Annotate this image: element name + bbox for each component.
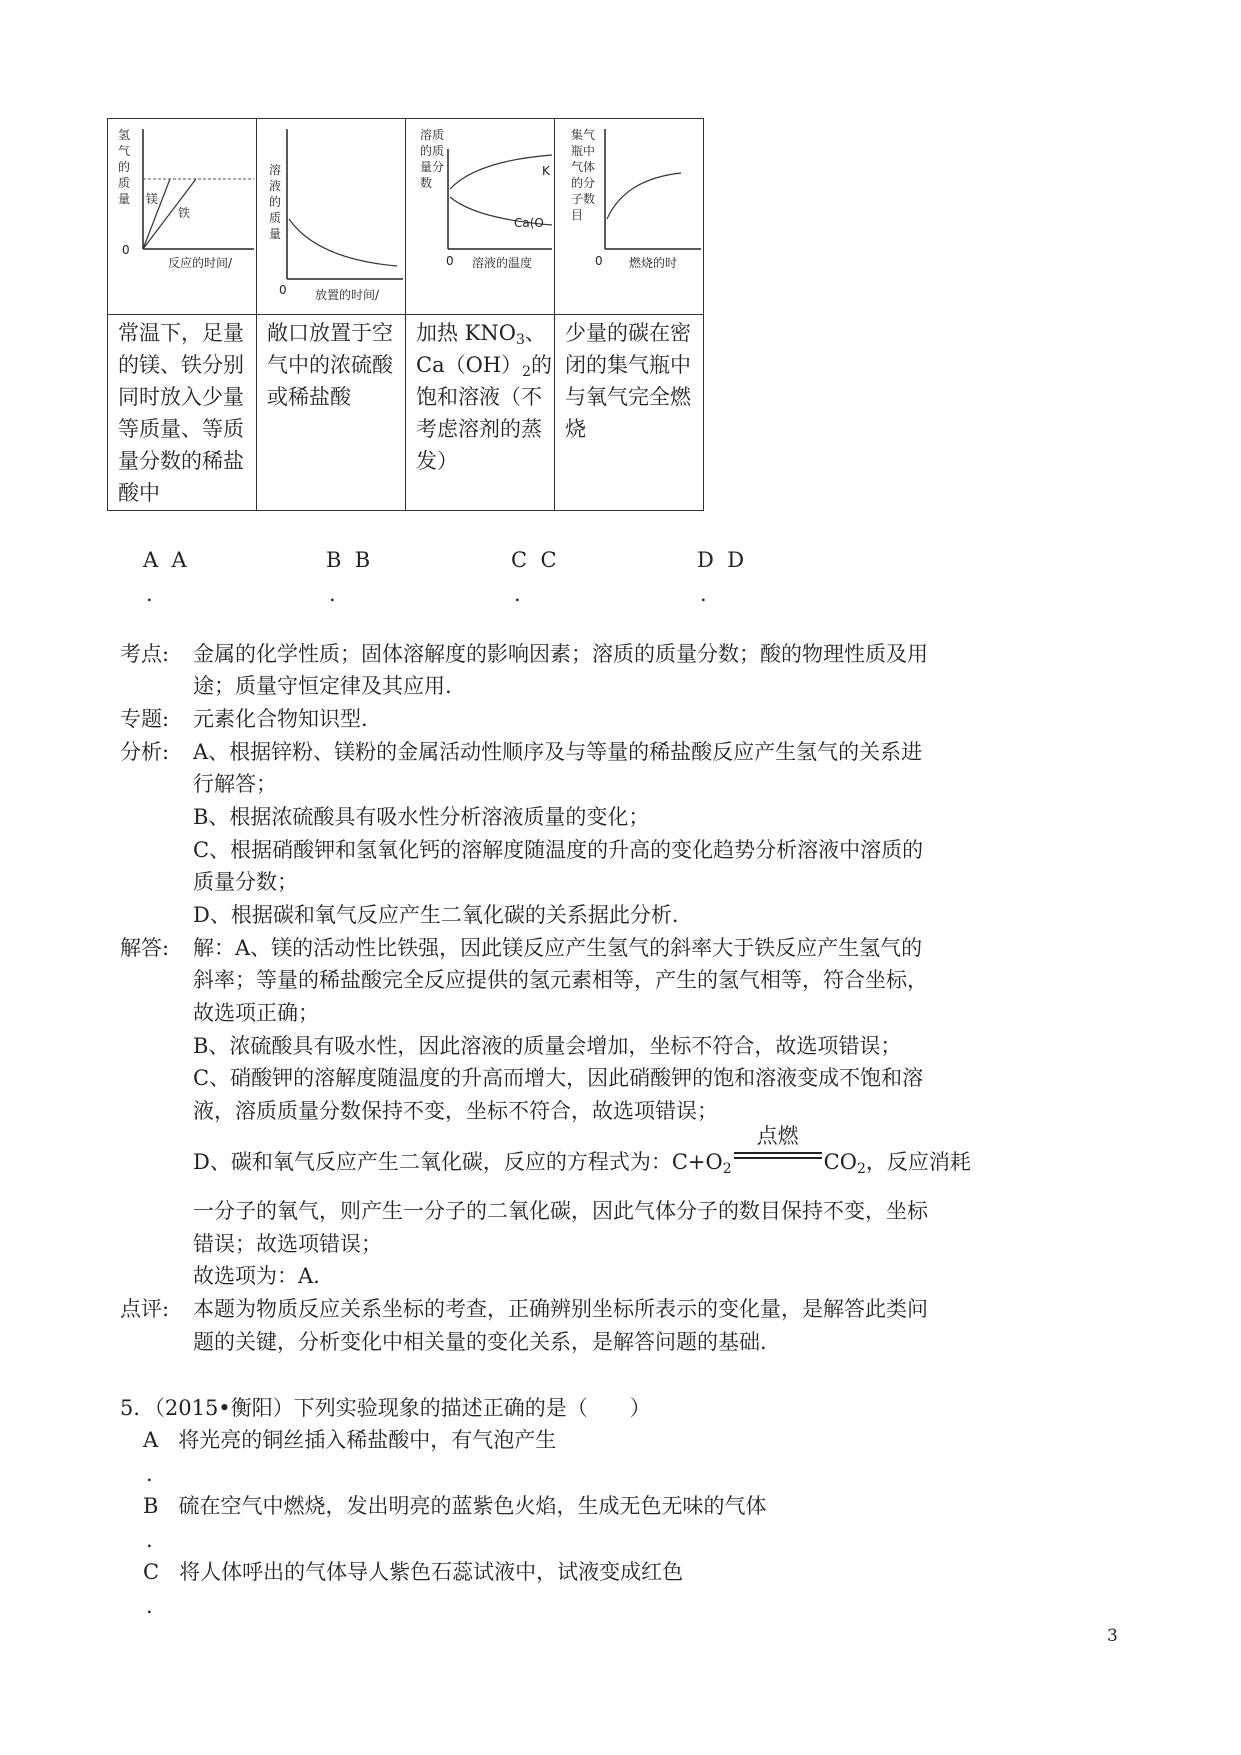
jieda-line-6: 液，溶质质量分数保持不变，坐标不符合，故选项错误；: [193, 1099, 718, 1123]
eq-post: ，反应消耗: [865, 1150, 971, 1174]
graph-d-origin: 0: [595, 254, 603, 268]
jieda-after-line-3: 故选项为：A.: [193, 1264, 320, 1288]
zhuanti-line-1: 元素化合物知识型.: [193, 707, 368, 731]
q5-option-b-dot: .: [146, 1528, 153, 1552]
desc-c: [406, 315, 555, 511]
eq-pre: D、碳和氧气反应产生二氧化碳，反应的方程式为：C+O: [193, 1150, 723, 1174]
jieda-line-3: 故选项正确；: [193, 1001, 319, 1025]
option-d-text: D: [727, 548, 745, 572]
page-number: 3: [1107, 1626, 1118, 1646]
graph-c-plot: [406, 119, 554, 314]
desc-c-mid: 、Ca（OH）: [416, 321, 546, 377]
jieda-line-4: B、浓硫酸具有吸水性，因此溶液的质量会增加，坐标不符合，故选项错误；: [193, 1034, 902, 1058]
desc-c-post: 的饱和溶液（不考虑溶剂的蒸发）: [416, 353, 553, 473]
fenxi-line-5: 质量分数；: [193, 870, 298, 894]
jieda-line-2: 斜率；等量的稀盐酸完全反应提供的氢元素相等，产生的氢气相等，符合坐标，: [193, 968, 928, 992]
option-a: [143, 544, 187, 576]
graph-b-ylabel-3: 的: [269, 195, 282, 209]
jieda-line-5: C、硝酸钾的溶解度随温度的升高而增大，因此硝酸钾的饱和溶液变成不饱和溶: [193, 1066, 924, 1090]
fenxi-line-6: D、根据碳和氧气反应产生二氧化碳的关系据此分析.: [193, 903, 679, 927]
q5-option-a-dot: .: [146, 1462, 153, 1486]
graph-c-curve-kno3: K: [542, 164, 550, 178]
graph-c-ylabel-3: 量分: [420, 160, 445, 174]
graph-c-ylabel-4: 数: [420, 176, 433, 190]
q5-option-c-text: 将人体呼出的气体导人紫色石蕊试液中，试液变成红色: [179, 1560, 684, 1584]
option-b-dot: .: [329, 582, 336, 606]
desc-b: [257, 315, 406, 511]
graph-a-ylabel-2: 气: [118, 144, 131, 158]
graph-a-ylabel-3: 的: [118, 160, 131, 174]
jieda-after-line-2: 错误；故选项错误；: [193, 1232, 382, 1256]
q5-option-b-letter: B: [143, 1494, 159, 1518]
kaodian-line-1: 金属的化学性质；固体溶解度的影响因素；溶质的质量分数；酸的物理性质及用: [193, 642, 928, 666]
option-c: [511, 544, 557, 576]
dianping-line-1: 本题为物质反应关系坐标的考查，正确辨别坐标所表示的变化量，是解答此类问: [193, 1297, 928, 1321]
q5-option-c-dot: .: [146, 1594, 153, 1618]
option-d-dot: .: [700, 582, 707, 606]
fenxi-line-4: C、根据硝酸钾和氢氧化钙的溶解度随温度的升高的变化趋势分析溶液中溶质的: [193, 838, 924, 862]
equation-arrow: [732, 1124, 824, 1178]
graph-c-origin: 0: [446, 254, 454, 268]
eq-sub-o2: 2: [722, 1161, 732, 1177]
fenxi-label: 分析:: [120, 740, 170, 764]
graph-c: [406, 119, 555, 315]
graph-c-curve-caoh: Ca(O: [514, 216, 544, 230]
graph-a-origin: 0: [122, 243, 130, 257]
desc-b-text: 敞口放置于空气中的浓硫酸或稀盐酸: [267, 321, 393, 409]
graph-b: [257, 119, 406, 315]
desc-c-sub1: 3: [515, 332, 525, 348]
fenxi-line-2: 行解答；: [193, 772, 277, 796]
eq-bar-top: [734, 1152, 822, 1154]
graph-a-plot: [108, 119, 256, 314]
desc-d: [555, 315, 704, 511]
graph-b-origin: 0: [279, 283, 287, 297]
graph-d-ylabel-4: 的分: [571, 176, 596, 190]
eq-bar-bottom: [734, 1157, 822, 1159]
desc-d-text: 少量的碳在密闭的集气瓶中与氧气完全燃烧: [565, 321, 691, 441]
graph-a: [108, 119, 257, 315]
graph-d: [555, 119, 704, 315]
option-b-letter: B: [326, 548, 342, 572]
desc-row: [108, 315, 704, 511]
q5-option-c: [143, 1556, 683, 1588]
option-b: [326, 544, 370, 576]
graph-d-xlabel: 燃烧的时: [629, 256, 678, 270]
option-a-text: A: [171, 548, 187, 572]
graph-b-ylabel-1: 溶: [269, 163, 282, 177]
graph-c-ylabel-1: 溶质: [420, 128, 445, 142]
q5-option-b-text: 硫在空气中燃烧，发出明亮的蓝紫色火焰，生成无色无味的气体: [178, 1494, 767, 1518]
graph-d-plot: [555, 119, 703, 314]
q5-option-a-text: 将光亮的铜丝插入稀盐酸中，有气泡产生: [178, 1428, 557, 1452]
graph-d-ylabel-2: 瓶中: [571, 144, 596, 158]
option-d: [697, 544, 744, 576]
option-c-dot: .: [514, 582, 521, 606]
jieda-line-1: 解：A、镁的活动性比铁强，因此镁反应产生氢气的斜率大于铁反应产生氢气的: [193, 936, 923, 960]
graph-a-ylabel-1: 氢: [118, 128, 131, 142]
desc-a-text: 常温下，足量的镁、铁分别同时放入少量等质量、等质量分数的稀盐酸中: [118, 321, 244, 505]
option-a-letter: A: [143, 548, 159, 572]
graph-a-xlabel: 反应的时间/: [168, 256, 233, 270]
graph-b-plot: [257, 119, 405, 314]
dianping-line-2: 题的关键，分析变化中相关量的变化关系，是解答问题的基础.: [193, 1330, 767, 1354]
graph-a-ylabel-4: 质: [118, 176, 131, 190]
desc-c-pre: 加热 KNO: [416, 321, 516, 345]
kaodian-label: 考点:: [120, 642, 170, 666]
fenxi-line-1: A、根据锌粉、镁粉的金属活动性顺序及与等量的稀盐酸反应产生氢气的关系进: [193, 740, 923, 764]
desc-c-sub2: 2: [522, 364, 532, 380]
graph-a-curve-mg: 镁: [146, 192, 159, 206]
equation-line: [193, 1124, 971, 1178]
desc-c-text: [406, 315, 554, 477]
jieda-label: 解答:: [120, 936, 170, 960]
q5-option-b: [143, 1490, 766, 1522]
graph-d-ylabel-6: 目: [571, 208, 584, 222]
graph-b-ylabel-4: 质: [269, 211, 282, 225]
option-c-letter: C: [511, 548, 528, 572]
graph-d-ylabel-5: 子数: [571, 192, 596, 206]
option-d-letter: D: [697, 548, 714, 572]
q5-option-c-letter: C: [143, 1560, 160, 1584]
option-c-text: C: [540, 548, 557, 572]
jieda-after-line-1: 一分子的氧气，则产生一分子的二氧化碳，因此气体分子的数目保持不变，坐标: [193, 1199, 928, 1223]
q5-option-a: [143, 1424, 556, 1456]
graph-b-xlabel: 放置的时间/: [315, 288, 380, 302]
graph-a-curve-fe: 铁: [178, 206, 191, 220]
desc-a: [108, 315, 257, 511]
eq-sub-co2: 2: [856, 1161, 866, 1177]
graph-row: [108, 119, 704, 315]
dianping-label: 点评:: [120, 1297, 170, 1321]
eq-co: CO: [823, 1150, 857, 1174]
option-b-text: B: [354, 548, 371, 572]
graph-d-ylabel-1: 集气: [571, 128, 596, 142]
q5-option-a-letter: A: [143, 1428, 159, 1452]
graph-a-ylabel-5: 量: [118, 192, 131, 206]
graph-d-ylabel-3: 气体: [571, 160, 596, 174]
eq-condition: 点燃: [756, 1124, 799, 1148]
graph-b-ylabel-5: 量: [269, 227, 282, 241]
kaodian-line-2: 途；质量守恒定律及其应用.: [193, 674, 452, 698]
question5-stem: 5．（2015•衡阳）下列实验现象的描述正确的是（ ）: [120, 1396, 651, 1420]
option-a-dot: .: [146, 582, 153, 606]
zhuanti-label: 专题:: [120, 707, 170, 731]
figure-table: [107, 118, 704, 511]
fenxi-line-3: B、根据浓硫酸具有吸水性分析溶液质量的变化；: [193, 805, 650, 829]
graph-c-ylabel-2: 的质: [420, 144, 445, 158]
graph-b-ylabel-2: 液: [269, 179, 282, 193]
graph-c-xlabel: 溶液的温度: [472, 256, 533, 270]
